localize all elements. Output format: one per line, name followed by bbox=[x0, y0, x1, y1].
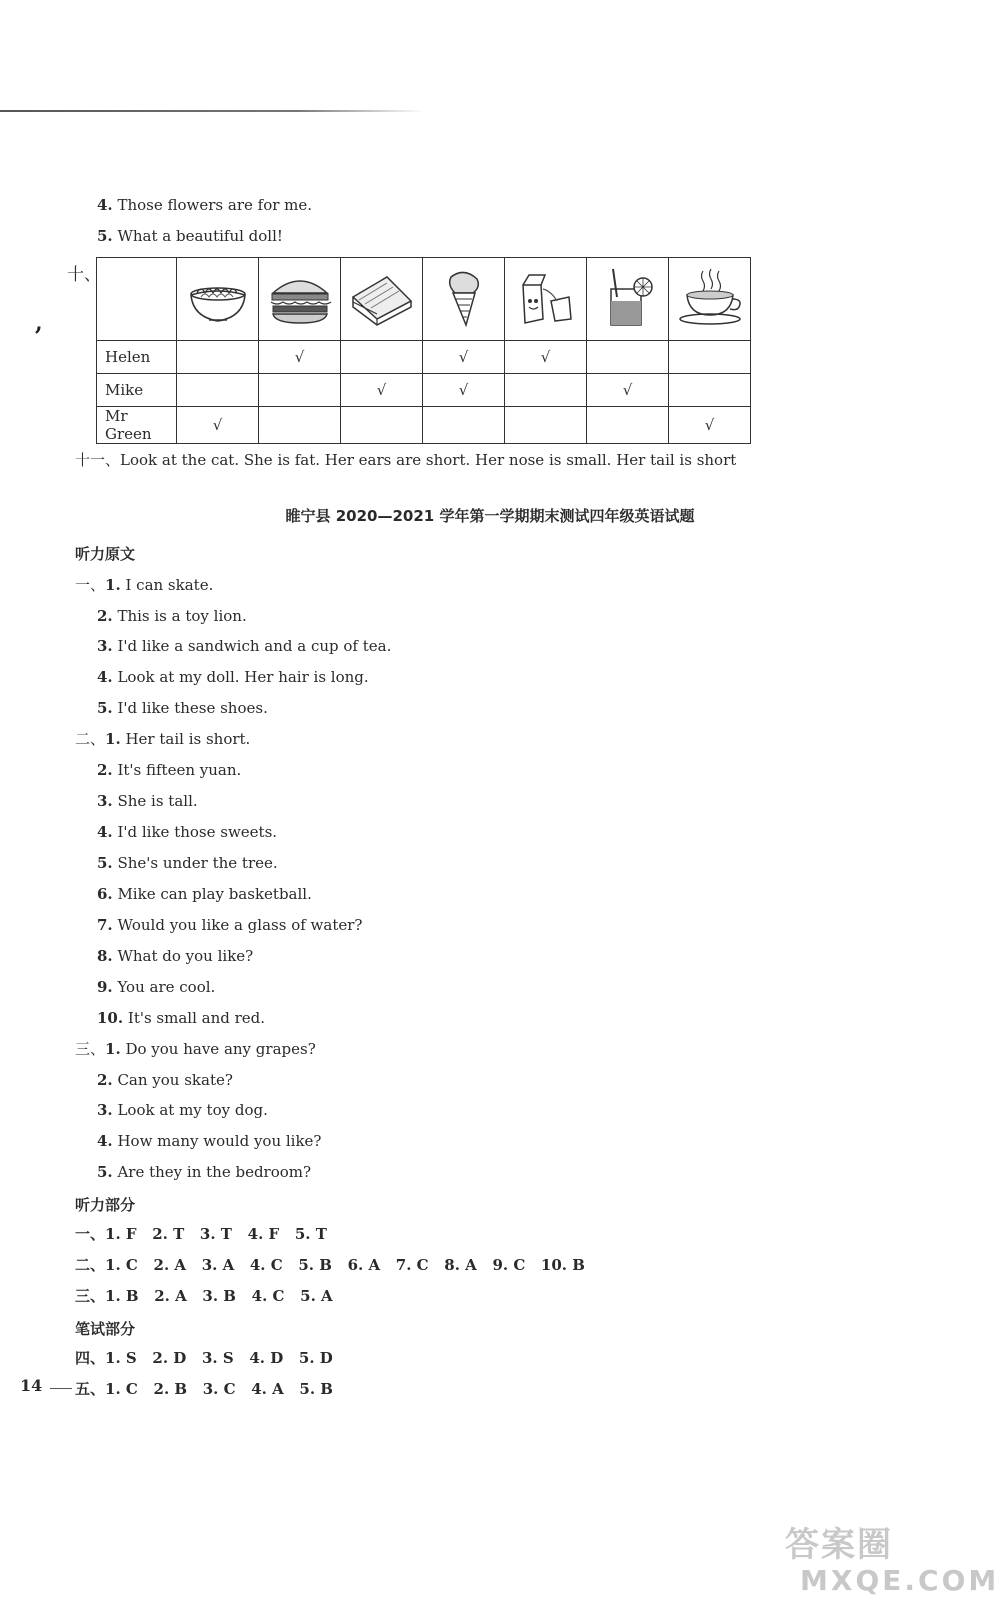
section-10-mark: 十、 bbox=[67, 265, 101, 285]
check-cell: √ bbox=[505, 341, 587, 374]
written-heading: 笔试部分 bbox=[75, 1320, 136, 1338]
hamburger-icon bbox=[259, 258, 341, 341]
list-item: 三、1. Do you have any grapes? bbox=[75, 1040, 316, 1058]
list-item: 6. Mike can play basketball. bbox=[97, 885, 312, 903]
list-item: 3. I'd like a sandwich and a cup of tea. bbox=[97, 637, 392, 655]
table-row bbox=[97, 407, 751, 444]
table-row bbox=[97, 341, 751, 374]
page-number: 14 bbox=[20, 1376, 43, 1395]
list-item: 一、1. I can skate. bbox=[75, 576, 214, 594]
exam-title: 睢宁县 2020—2021 学年第一学期期末测试四年级英语试题 bbox=[285, 507, 695, 525]
row-name: Mike bbox=[97, 374, 177, 407]
list-item: 2. Can you skate? bbox=[97, 1071, 233, 1089]
list-item: 4. Look at my doll. Her hair is long. bbox=[97, 668, 369, 686]
answer-line: 二、1. C 2. A 3. A 4. C 5. B 6. A 7. C 8. A 9. C 10. B bbox=[75, 1256, 585, 1274]
list-item: 10. It's small and red. bbox=[97, 1009, 266, 1027]
list-item: 5. She's under the tree. bbox=[97, 854, 278, 872]
list-item: 2. This is a toy lion. bbox=[97, 607, 247, 625]
row-name: Helen bbox=[97, 341, 177, 374]
list-item: 二、1. Her tail is short. bbox=[75, 730, 251, 748]
check-cell bbox=[177, 374, 259, 407]
check-cell: √ bbox=[177, 407, 259, 444]
check-cell bbox=[259, 374, 341, 407]
watermark-logo: 答案圈 bbox=[785, 1525, 893, 1565]
transcript-heading: 听力原文 bbox=[75, 545, 136, 563]
listening-heading: 听力部分 bbox=[75, 1196, 136, 1214]
list-item: 4. How many would you like? bbox=[97, 1132, 322, 1150]
answer-line: 三、1. B 2. A 3. B 4. C 5. A bbox=[75, 1287, 333, 1305]
section-11-mark: 十一、 bbox=[75, 451, 121, 469]
list-item: 2. It's fifteen yuan. bbox=[97, 761, 242, 779]
section-11-line bbox=[75, 450, 736, 470]
check-cell: √ bbox=[341, 374, 423, 407]
list-item: 8. What do you like? bbox=[97, 947, 254, 965]
tea-icon bbox=[669, 258, 751, 341]
check-cell bbox=[587, 341, 669, 374]
check-cell: √ bbox=[423, 374, 505, 407]
sandwich-icon bbox=[341, 258, 423, 341]
check-cell bbox=[259, 407, 341, 444]
check-cell: √ bbox=[669, 407, 751, 444]
check-cell: √ bbox=[423, 341, 505, 374]
prev-item-5: 5. What a beautiful doll! bbox=[97, 227, 283, 245]
check-cell bbox=[505, 407, 587, 444]
check-cell bbox=[341, 341, 423, 374]
margin-mark: , bbox=[35, 310, 43, 336]
top-rule bbox=[0, 110, 425, 112]
check-cell bbox=[341, 407, 423, 444]
ice-cream-icon bbox=[423, 258, 505, 341]
section-11-text: Look at the cat. She is fat. Her ears are short. Her nose is small. Her tail is short bbox=[120, 451, 737, 469]
check-cell bbox=[669, 341, 751, 374]
check-cell bbox=[177, 341, 259, 374]
noodles-icon bbox=[177, 258, 259, 341]
table-header-row bbox=[97, 258, 751, 341]
answer-line: 四、1. S 2. D 3. S 4. D 5. D bbox=[75, 1349, 333, 1367]
juice-icon bbox=[587, 258, 669, 341]
prev-item-4: 4. Those flowers are for me. bbox=[97, 196, 313, 214]
check-cell bbox=[669, 374, 751, 407]
watermark-url: MXQE.COM bbox=[800, 1564, 1000, 1597]
list-item: 5. Are they in the bedroom? bbox=[97, 1163, 312, 1181]
list-item: 3. Look at my toy dog. bbox=[97, 1101, 268, 1119]
check-cell: √ bbox=[259, 341, 341, 374]
answer-line: 一、1. F 2. T 3. T 4. F 5. T bbox=[75, 1225, 327, 1243]
list-item: 7. Would you like a glass of water? bbox=[97, 916, 363, 934]
page-number-dash bbox=[50, 1388, 72, 1389]
check-cell bbox=[423, 407, 505, 444]
table-row bbox=[97, 374, 751, 407]
check-cell bbox=[587, 407, 669, 444]
list-item: 3. She is tall. bbox=[97, 792, 198, 810]
milk-icon bbox=[505, 258, 587, 341]
row-name: Mr Green bbox=[97, 407, 177, 444]
check-cell: √ bbox=[587, 374, 669, 407]
check-cell bbox=[505, 374, 587, 407]
list-item: 9. You are cool. bbox=[97, 978, 216, 996]
food-preference-table bbox=[96, 257, 751, 444]
list-item: 4. I'd like those sweets. bbox=[97, 823, 278, 841]
answer-line: 五、1. C 2. B 3. C 4. A 5. B bbox=[75, 1380, 333, 1398]
list-item: 5. I'd like these shoes. bbox=[97, 699, 268, 717]
corner-cell bbox=[97, 258, 177, 341]
